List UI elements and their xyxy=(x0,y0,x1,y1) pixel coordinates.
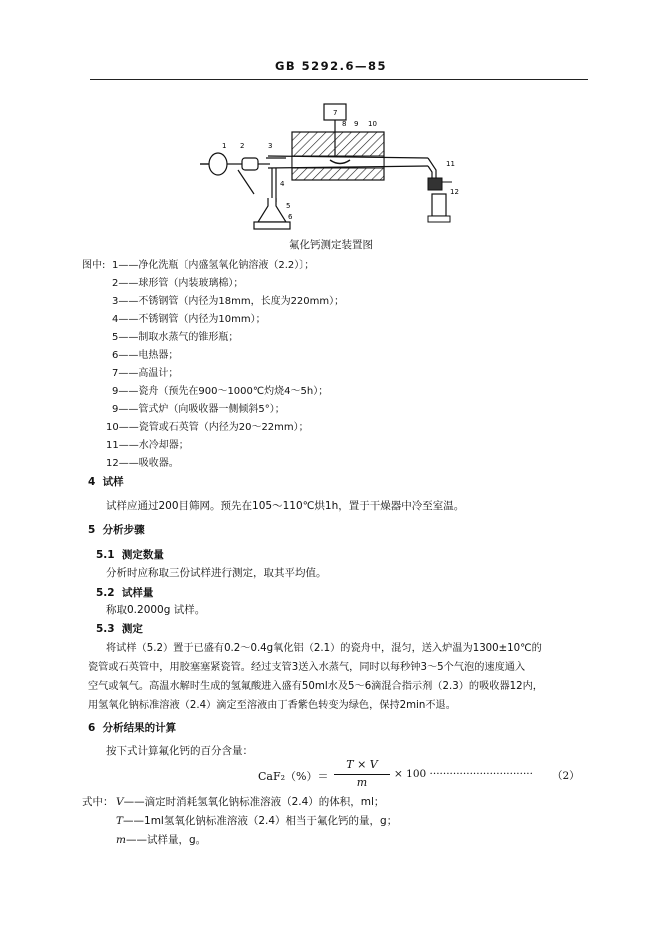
section-5-1-text: 分析时应称取三份试样进行测定，取其平均值。 xyxy=(106,567,327,579)
where-item: T——1ml氢氧化钠标准溶液（2.4）相当于氟化钙的量，g； xyxy=(116,815,398,827)
wash-bottle xyxy=(209,153,227,175)
section-5-2-heading: 5.2 试样量 xyxy=(96,587,154,599)
callout-6: 6 xyxy=(288,213,293,221)
section-5-3-line: 空气或氧气。高温水解时生成的氢氟酸进入盛有50ml水及5～6滴混合指示剂（2.3）的吸收器12内， xyxy=(88,681,543,692)
callout-9: 9 xyxy=(354,120,359,128)
callout-11: 11 xyxy=(446,160,455,168)
legend-item: 4——不锈钢管（内径为10mm）； xyxy=(112,314,266,325)
legend-item: 6——电热器； xyxy=(112,350,179,361)
where-item: m——试样量，g。 xyxy=(116,834,207,846)
water-cooler xyxy=(428,178,442,190)
legend-item: 5——制取水蒸气的锥形瓶； xyxy=(112,332,239,343)
header-rule xyxy=(90,79,588,80)
callout-2: 2 xyxy=(240,142,245,150)
section-5-3-heading: 5.3 测定 xyxy=(96,623,143,635)
section-4-text: 试样应通过200目筛网。预先在105～110℃烘1h，置于干燥器中冷至室温。 xyxy=(106,500,465,512)
figure-caption: 氟化钙测定装置图 xyxy=(289,239,373,251)
callout-1: 1 xyxy=(222,142,227,150)
callout-12: 12 xyxy=(450,188,459,196)
conical-flask xyxy=(258,198,286,222)
section-5-heading: 5 分析步骤 xyxy=(88,524,145,536)
page-header: GB 5292.6—85 xyxy=(274,59,388,73)
bulb-tube xyxy=(242,158,258,170)
legend-item: 2——球形管（内装玻璃棉）； xyxy=(112,278,244,289)
formula-numerator: T × V xyxy=(346,758,378,771)
absorber xyxy=(432,194,446,216)
section-5-3-line: 用氢氧化钠标准溶液（2.4）滴定至溶液由丁香紫色转变为绿色，保持2min不退。 xyxy=(88,700,456,711)
legend-item: 9——瓷舟（预先在900～1000℃灼烧4～5h）； xyxy=(112,386,329,397)
fraction-bar xyxy=(334,774,390,775)
callout-10: 10 xyxy=(368,120,377,128)
section-5-3-line: 将试样（5.2）置于已盛有0.2～0.4g氧化铝（2.1）的瓷舟中，混匀，送入炉温为1300±10℃的 xyxy=(106,643,542,654)
apparatus-diagram xyxy=(190,98,480,236)
legend-item: 3——不锈钢管（内径为18mm，长度为220mm）； xyxy=(112,296,345,307)
legend-item: 9——管式炉（向吸收器一侧倾斜5°）； xyxy=(112,404,285,415)
section-6-text: 按下式计算氟化钙的百分含量： xyxy=(106,745,253,757)
where-prefix: 式中： xyxy=(82,796,114,808)
section-5-1-heading: 5.1 测定数量 xyxy=(96,549,164,561)
callout-7: 7 xyxy=(333,109,338,117)
legend-prefix: 图中: xyxy=(82,260,106,271)
section-4-heading: 4 试样 xyxy=(88,476,124,488)
callout-5: 5 xyxy=(286,202,291,210)
callout-4: 4 xyxy=(280,180,285,188)
legend-item: 12——吸收器。 xyxy=(106,458,179,469)
electric-heater xyxy=(254,222,290,229)
formula-lhs: CaF₂（%）＝ xyxy=(258,770,329,783)
legend-item: 10——瓷管或石英管（内径为20～22mm）； xyxy=(106,422,309,433)
section-5-3-line: 瓷管或石英管中，用胶塞塞紧瓷管。经过支管3送入水蒸气，同时以每秒钟3～5个气泡的速度通入 xyxy=(88,662,526,673)
section-5-2-text: 称取0.2000g 试样。 xyxy=(106,604,206,616)
legend-item: 11——水冷却器； xyxy=(106,440,189,451)
section-6-heading: 6 分析结果的计算 xyxy=(88,722,177,734)
formula-denominator: m xyxy=(356,776,368,789)
legend-item: 1——净化洗瓶〔内盛氢氧化钠溶液（2.2）〕； xyxy=(112,260,315,271)
legend-item: 7——高温计； xyxy=(112,368,179,379)
callout-8: 8 xyxy=(342,120,347,128)
formula-tail: × 100 ······························· xyxy=(394,768,533,780)
formula-number: （2） xyxy=(552,770,580,782)
callout-3: 3 xyxy=(268,142,273,150)
where-item: V——滴定时消耗氢氧化钠标准溶液（2.4）的体积，ml； xyxy=(116,796,385,808)
